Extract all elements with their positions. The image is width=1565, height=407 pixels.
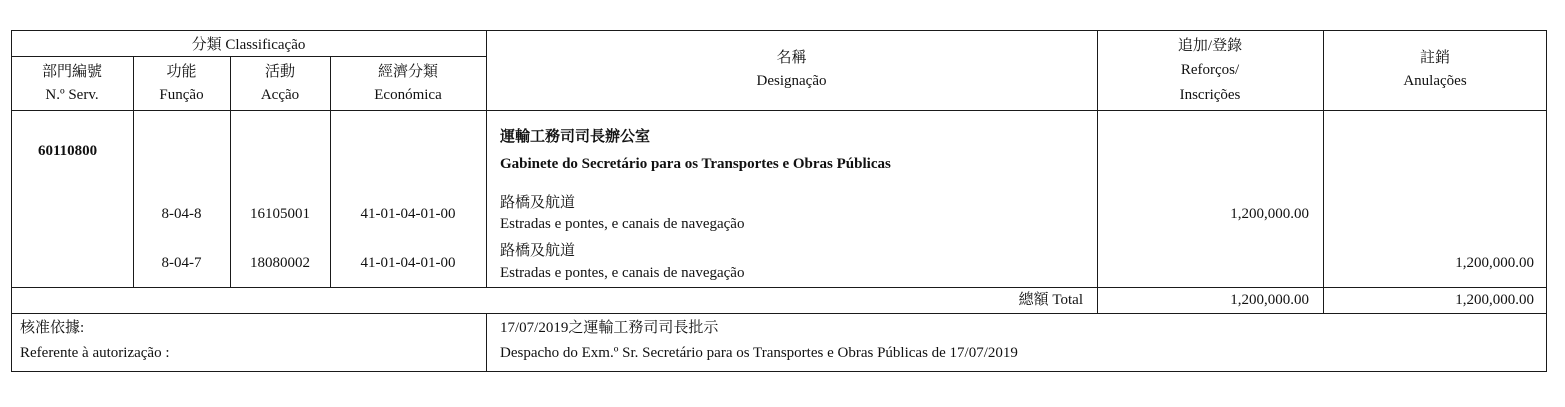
total-anulacoes: 1,200,000.00 bbox=[1455, 292, 1534, 308]
rule-header-bottom bbox=[11, 110, 1547, 111]
rule-classification bbox=[11, 56, 486, 57]
rule-col-desig bbox=[486, 30, 487, 287]
header-ref-pt2: Inscrições bbox=[1179, 87, 1241, 103]
auth-label-cn: 核准依據: bbox=[20, 320, 85, 336]
header-eco-pt: Económica bbox=[374, 87, 442, 103]
row-2-desig-pt: Estradas e pontes, e canais de navegação bbox=[500, 265, 745, 281]
row-2-funcao: 8-04-7 bbox=[161, 255, 202, 271]
row-1-economica: 41-01-04-01-00 bbox=[360, 206, 456, 222]
auth-text-cn: 17/07/2019之運輸工務司司長批示 bbox=[500, 320, 719, 336]
total-label: 總額 Total bbox=[1018, 292, 1083, 308]
header-classification: 分類 Classificação bbox=[191, 37, 306, 53]
header-dept-cn: 部門編號 bbox=[41, 64, 102, 80]
row-2-desig-cn: 路橋及航道 bbox=[500, 243, 576, 259]
header-func-pt: Função bbox=[159, 87, 204, 103]
row-1-reforcos: 1,200,000.00 bbox=[1230, 206, 1309, 222]
row-1-desig-pt: Estradas e pontes, e canais de navegação bbox=[500, 216, 745, 232]
auth-label-pt: Referente à autorização : bbox=[20, 345, 170, 361]
row-1-funcao: 8-04-8 bbox=[161, 206, 202, 222]
header-func-cn: 功能 bbox=[166, 64, 197, 80]
row-2-economica: 41-01-04-01-00 bbox=[360, 255, 456, 271]
header-ann-pt: Anulações bbox=[1403, 73, 1467, 89]
header-ref-cn: 追加/登錄 bbox=[1177, 38, 1243, 54]
header-eco-cn: 經濟分類 bbox=[377, 64, 438, 80]
header-ann-cn: 註銷 bbox=[1419, 50, 1450, 66]
auth-text-pt: Despacho do Exm.º Sr. Secretário para os Transportes e Obras Públicas de 17/07/2019 bbox=[500, 345, 1018, 361]
row-1-accao: 16105001 bbox=[250, 206, 310, 222]
row-1-desig-cn: 路橋及航道 bbox=[500, 195, 576, 211]
row-2-accao: 18080002 bbox=[250, 255, 310, 271]
rule-total-top bbox=[11, 287, 1547, 288]
header-desig-pt: Designação bbox=[756, 73, 827, 89]
rule-col-desig-auth bbox=[486, 313, 487, 372]
header-dept-pt: N.º Serv. bbox=[45, 87, 99, 103]
entity-code: 60110800 bbox=[38, 143, 98, 159]
header-act-pt: Acção bbox=[260, 87, 300, 103]
entity-name-pt: Gabinete do Secretário para os Transportes e Obras Públicas bbox=[500, 156, 891, 172]
header-ref-pt1: Reforços/ bbox=[1180, 62, 1240, 78]
row-2-anulacoes: 1,200,000.00 bbox=[1455, 255, 1534, 271]
header-desig-cn: 名稱 bbox=[776, 50, 807, 66]
rule-total-bottom bbox=[11, 313, 1547, 314]
entity-name-cn: 運輸工務司司長辦公室 bbox=[500, 129, 651, 145]
header-act-cn: 活動 bbox=[264, 64, 295, 80]
total-reforcos: 1,200,000.00 bbox=[1230, 292, 1309, 308]
